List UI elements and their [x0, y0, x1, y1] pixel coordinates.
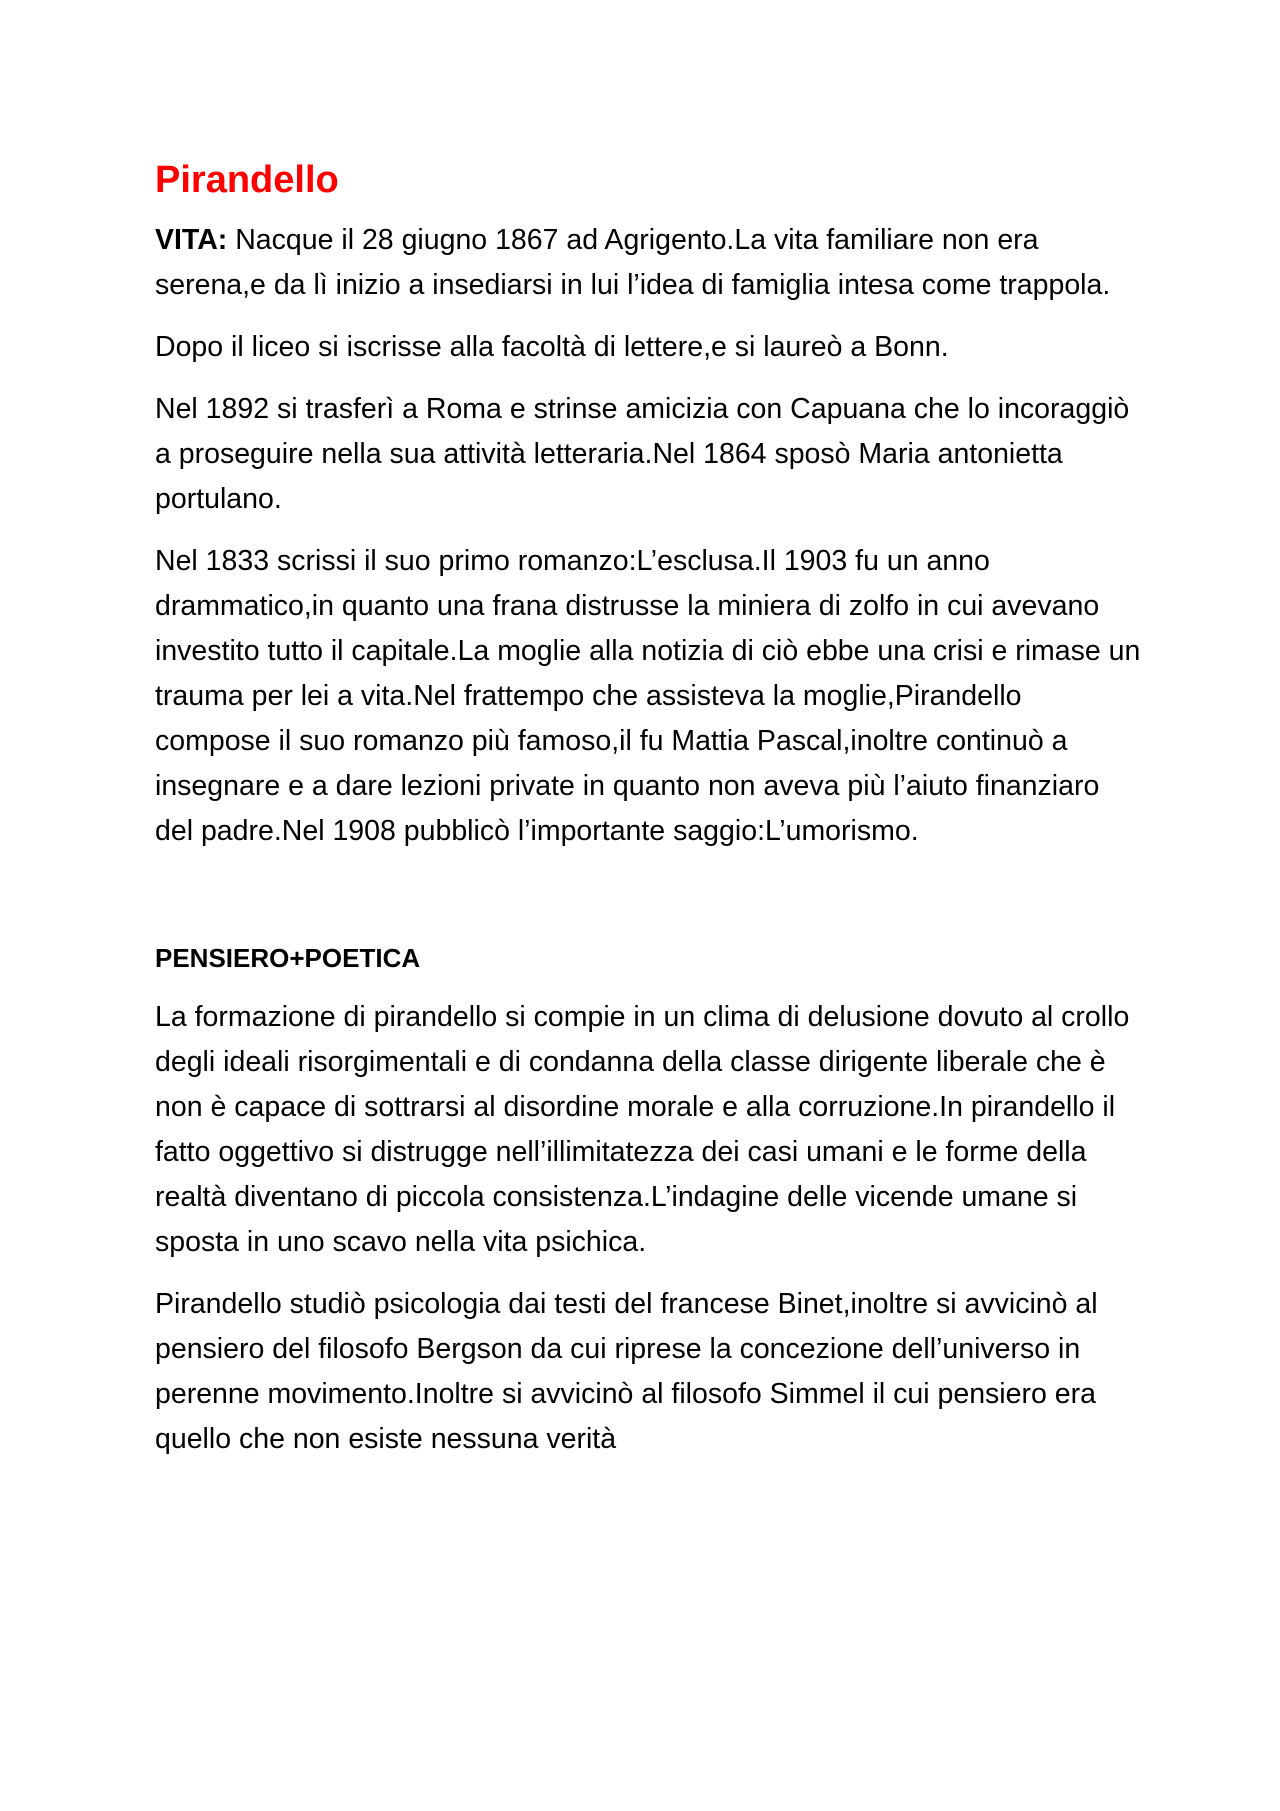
- pensiero-heading: PENSIERO+POETICA: [155, 942, 421, 973]
- document-page: [155, 140, 1145, 1479]
- vita-label: VITA:: [155, 223, 228, 256]
- vita-paragraph-2: Nel 1892 si trasferì a Roma e strinse amicizia con Capuana che lo incoraggiò a proseguire nella sua attività letteraria.Nel 1864 sposò Maria antonietta portulano.: [155, 392, 1130, 515]
- vita-paragraph-1: Dopo il liceo si iscrisse alla facoltà di lettere,e si laureò a Bonn.: [155, 330, 949, 363]
- pensiero-paragraph-1: La formazione di pirandello si compie in un clima di delusione dovuto al crollo degli ideali risorgimentali e di condanna della classe dirigente liberale che è non è capace di sottrarsi al disordine morale e alla corruzione.In pirandello il fatto oggettivo si distrugge nell’illimitatezza dei casi umani e le forme della realtà diventano di piccola consistenza.L’indagine delle vicende umane si sposta in uno scavo nella vita psichica.: [155, 1000, 1130, 1258]
- vita-intro-text: Nacque il 28 giugno 1867 ad Agrigento.La vita familiare non era serena,e da lì inizio a insediarsi in lui l’idea di famiglia intesa come trappola.: [155, 223, 1111, 301]
- vita-intro-paragraph: [155, 218, 1145, 308]
- pensiero-paragraph-2: Pirandello studiò psicologia dai testi del francese Binet,inoltre si avvicinò al pensiero del filosofo Bergson da cui riprese la concezione dell’universo in perenne movimento.Inoltre si avvicinò al filosofo Simmel il cui pensiero era quello che non esiste nessuna verità: [155, 1287, 1098, 1455]
- document-title: Pirandello: [155, 159, 339, 201]
- vita-paragraph-3: Nel 1833 scrissi il suo primo romanzo:L’esclusa.Il 1903 fu un anno drammatico,in quanto una frana distrusse la miniera di zolfo in cui avevano investito tutto il capitale.La moglie alla notizia di ciò ebbe una crisi e rimase un trauma per lei a vita.Nel frattempo che assisteva la moglie,Pirandello compose il suo romanzo più famoso,il fu Mattia Pascal,inoltre continuò a insegnare e a dare lezioni private in quanto non aveva più l’aiuto finanziaro del padre.Nel 1908 pubblicò l’importante saggio:L’umorismo.: [155, 544, 1141, 847]
